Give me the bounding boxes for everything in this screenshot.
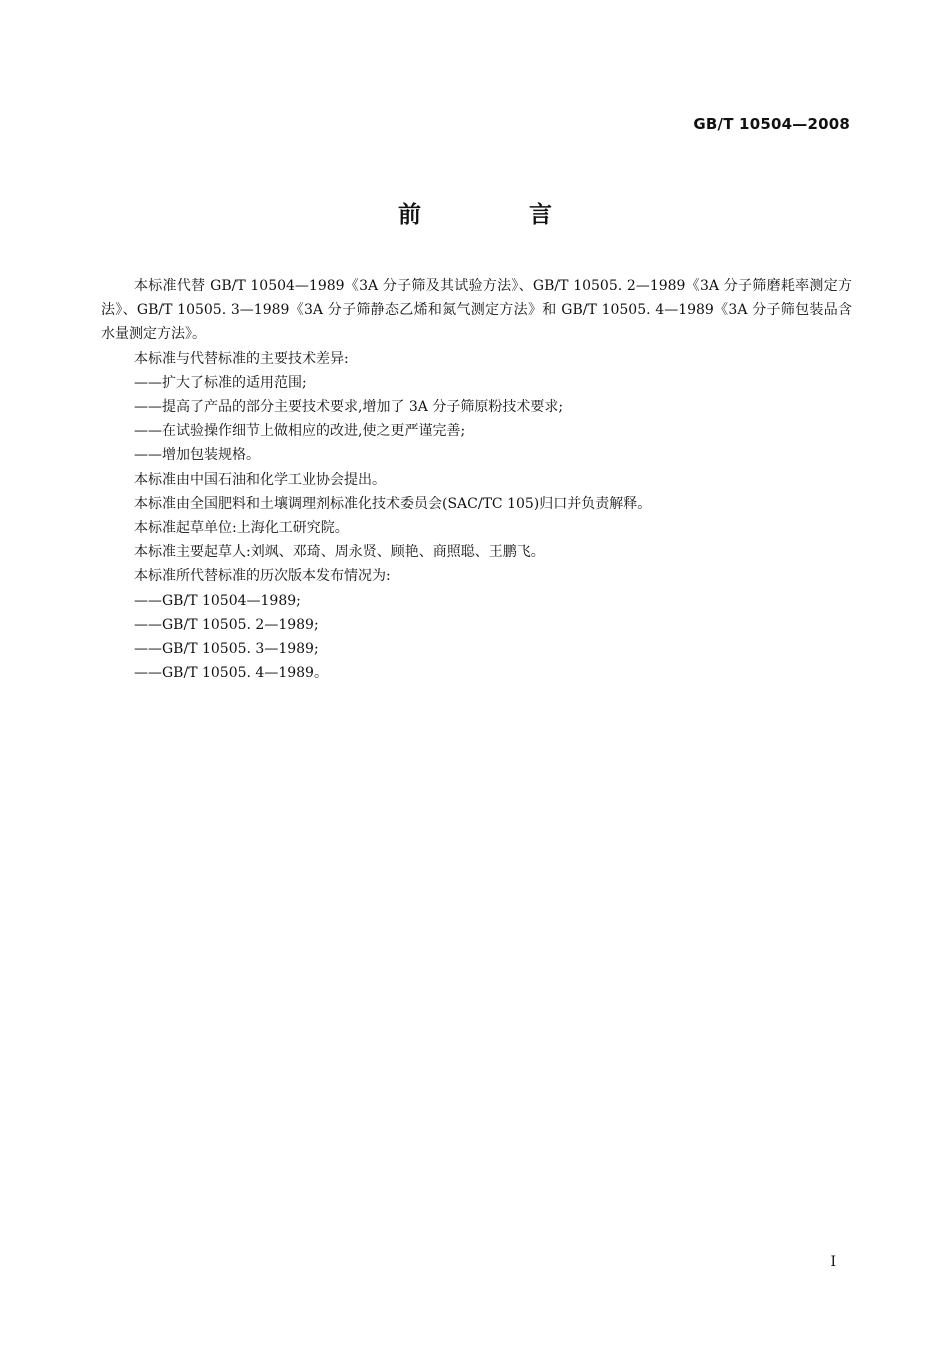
page-title: 前 言 <box>397 202 602 228</box>
standard-code-header: GB/T 10504—2008 <box>693 115 850 133</box>
difference-item: ——提高了产品的部分主要技术要求,增加了 3A 分子筛原粉技术要求; <box>134 399 564 416</box>
replaces-paragraph: 本标准代替 GB/T 10504—1989《3A 分子筛及其试验方法》、GB/T 10505. 2—1989《3A 分子筛磨耗率测定方法》、GB/T 10505. 3—1989《3A 分子筛静态乙烯和氮气测定方法》和 GB/T 10505. 4—1989《3A 分子筛包装品含水量测定方法》。 <box>101 278 852 343</box>
difference-item: ——增加包装规格。 <box>134 447 260 464</box>
history-intro: 本标准所代替标准的历次版本发布情况为: <box>134 568 391 585</box>
history-item: ——GB/T 10505. 4—1989。 <box>134 665 328 682</box>
differences-intro: 本标准与代替标准的主要技术差异: <box>134 350 349 367</box>
history-item: ——GB/T 10505. 3—1989; <box>134 641 319 658</box>
proposed-by-paragraph: 本标准由中国石油和化学工业协会提出。 <box>134 471 386 488</box>
page-number: I <box>830 1254 836 1270</box>
history-item: ——GB/T 10505. 2—1989; <box>134 616 319 633</box>
centralized-by-paragraph: 本标准由全国肥料和土壤调理剂标准化技术委员会(SAC/TC 105)归口并负责解释。 <box>134 495 652 512</box>
difference-item: ——在试验操作细节上做相应的改进,使之更严谨完善; <box>134 423 466 440</box>
drafting-unit-paragraph: 本标准起草单位:上海化工研究院。 <box>134 520 349 537</box>
foreword-body <box>101 274 852 685</box>
difference-item: ——扩大了标准的适用范围; <box>134 374 307 391</box>
drafters-paragraph: 本标准主要起草人:刘飒、邓琦、周永贤、顾艳、商照聪、王鹏飞。 <box>134 544 545 561</box>
history-item: ——GB/T 10504—1989; <box>134 592 301 609</box>
